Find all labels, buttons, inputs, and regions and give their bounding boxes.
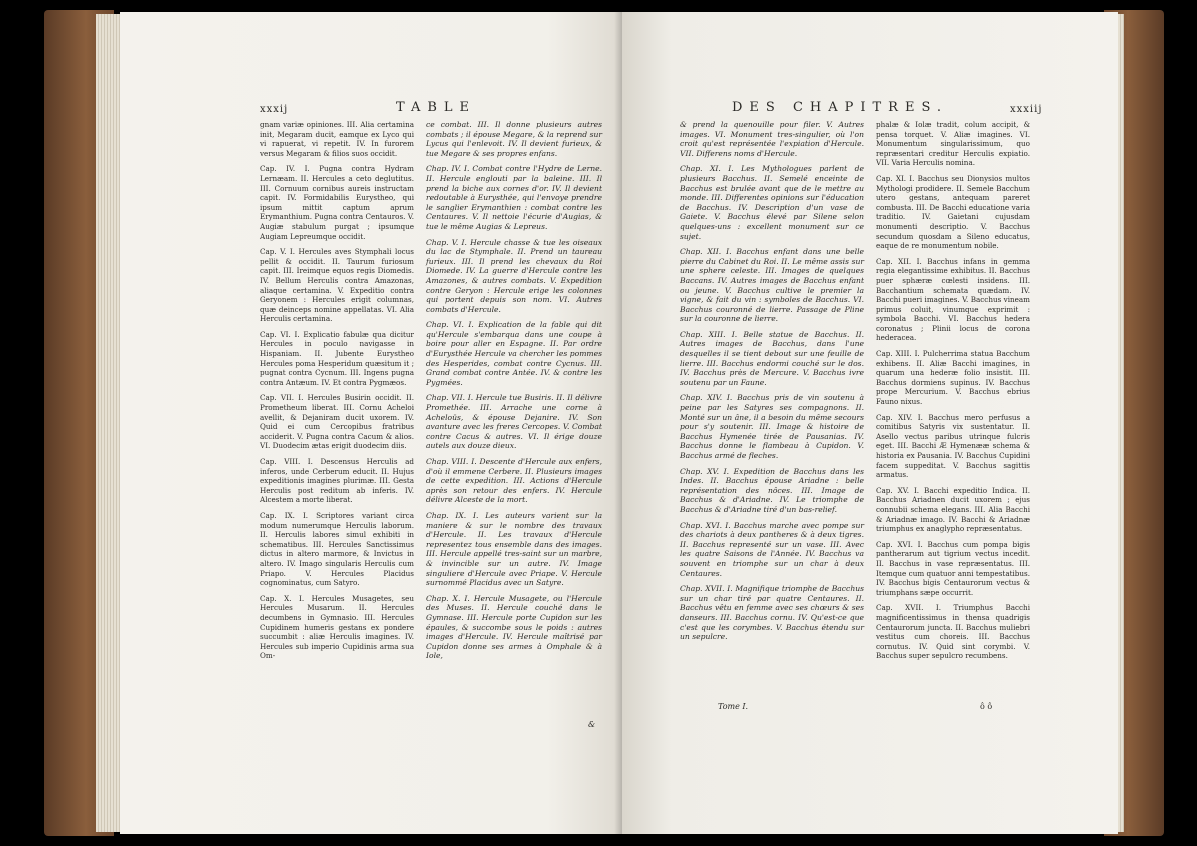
latin-entry: Cap. XI. I. Bacchus seu Dionysios multos Mythologi prodidere. II. Semele Bacchum utero gestans, antequam pareret combusta. III. De Bacchi educatione varia traditio. IV. Gaietani cujusdam monumenti descriptio. V. Bacchus secundum quosdam a Sileno educatus, eaque de re monumentum nobile. <box>876 173 1030 251</box>
latin-entry: gnam variæ opiniones. III. Alia certamina init, Megaram ducit, eamque ex Lyco qui vi rapuerat, vi repetit. IV. In furorem versus Megaram & filios suos occidit. <box>260 120 414 158</box>
signature-mark: ô ô <box>980 702 993 711</box>
latin-entry: Cap. VIII. I. Descensus Herculis ad inferos, unde Cerberum educit. II. Hujus expeditionis imagines plurimæ. III. Gesta Herculis post reditum ab inferis. IV. Alcestem a morte liberat. <box>260 457 414 505</box>
latin-entry: Cap. X. I. Hercules Musagetes, seu Hercules Musarum. II. Hercules decumbens in Gymnasio. III. Hercules Cupidinem humeris gestans ex pondere succumbit : aliæ Herculis imagines. IV. Hercules sub imperio Cupidinis arma sua Om- <box>260 593 414 661</box>
latin-entry: Cap. V. I. Hercules aves Stymphali locus pellit & occidit. II. Taurum furiosum capit. III. Ireimque equos regis Diomedis. IV. Bellum Herculis contra Amazonas, aliaque certamina. V. Expeditio contra Geryonem : Hercules erigit columnas, quæ deinceps nomine appellatas. VI. Alia Herculis certamina. <box>260 247 414 324</box>
french-entry: & prend la quenouille pour filer. V. Autres images. VI. Monument tres-singulier, où l'on croit qu'est représentée l'expiation d'Hercule. VII. Differens noms d'Hercule. <box>680 120 864 158</box>
french-entry: Chap. VIII. I. Descente d'Hercule aux enfers, d'où il emmene Cerbere. II. Plusieurs images de cette expedition. III. Actions d'Hercule après son retour des enfers. IV. Hercule délivre Alceste de la mort. <box>426 457 602 505</box>
latin-entry: Cap. XII. I. Bacchus infans in gemma regia elegantissime exhibitus. II. Bacchus puer sphæræ cœlesti insidens. III. Bacchantium schemata quædam. IV. Bacchi pueri imagines. V. Bacchus vineam primus coluit, vinumque exprimit : symbola Bacchi. VI. Bacchus hedera coronatus ; Plinii locus de corona hederacea. <box>876 256 1030 343</box>
latin-entry: phalæ & Iolæ tradit, colum accipit, & pensa torquet. V. Aliæ imagines. VI. Monumentum singularissimum, quo repræsentari creditur Herculis expiatio. VII. Varia Herculis nomina. <box>876 120 1030 168</box>
left-page-number: xxxij <box>260 104 289 115</box>
french-entry: Chap. XVI. I. Bacchus marche avec pompe sur des chariots à deux pantheres & à deux tigres. II. Bacchus representé sur un vase. III. Avec les quatre Saisons de l'Année. IV. Bacchus va souvent en triomphe sur un char à deux Centaures. <box>680 520 864 578</box>
latin-entry: Cap. VII. I. Hercules Busirin occidit. II. Prometheum liberat. III. Cornu Acheloi avellit, & Dejaniram ducit uxorem. IV. Quid ei cum Cercopibus fratribus acciderit. V. Pugna contra Cacum & alios. VI. Duodecim ætas erigit duodecim diis. <box>260 393 414 451</box>
right-page-number: xxxiij <box>1010 104 1043 115</box>
left-french-column <box>426 120 602 667</box>
french-entry: Chap. XIII. I. Belle statue de Bacchus. II. Autres images de Bacchus, dans l'une desquelles il se tient debout sur une feuille de lierre. III. Bacchus endormi couché sur le dos. IV. Bacchus près de Mercure. V. Bacchus ivre soutenu par un Faune. <box>680 329 864 387</box>
french-entry: Chap. IX. I. Les auteurs varient sur la maniere & sur le nombre des travaux d'Hercule. II. Les travaux d'Hercule representez tous ensemble dans des images. III. Hercule appellé tres-saint sur un marbre, & invincible sur un autre. IV. Image singuliere d'Hercule avec Priape. V. Hercule surnommé Placidus avec un Satyre. <box>426 510 602 588</box>
left-running-head: TABLE <box>396 100 477 115</box>
latin-entry: Cap. XV. I. Bacchi expeditio Indica. II. Bacchus Ariadnen ducit uxorem ; ejus connubii schema elegans. III. Alia Bacchi & Ariadnæ imago. IV. Bacchi & Ariadnæ triumphus ex anaglypho repræsentatus. <box>876 485 1030 534</box>
footer-volume: Tome I. <box>718 702 749 711</box>
left-latin-column <box>260 120 414 667</box>
right-latin-column <box>876 120 1030 667</box>
french-entry: ce combat. III. Il donne plusieurs autres combats ; il épouse Megare, & la reprend sur Lycus qui l'enlevoit. IV. Il devient furieux, & tue Megare & ses propres enfans. <box>426 120 602 158</box>
latin-entry: Cap. XVI. I. Bacchus cum pompa bigis pantherarum aut tigrium vectus incedit. II. Bacchus in vase repræsentatus. III. Itemque cum quatuor anni tempestatibus. IV. Bacchus bigis Centaurorum vectus & triumphans sæpe occurrit. <box>876 539 1030 597</box>
left-catchword: & <box>588 720 596 729</box>
latin-entry: Cap. IV. I. Pugna contra Hydram Lernæam. II. Hercules a ceto deglutitus. III. Cornuum cornibus aureis instructam capit. IV. Formidabilis Eurystheo, qui ipsum mittit captum aprum Erymanthium. Pugna contra Centauros. V. Augiæ stabulum purgat ; ipsumque Augiam Lepreumque occidit. <box>260 164 414 241</box>
french-entry: Chap. X. I. Hercule Musagete, ou l'Hercule des Muses. II. Hercule couché dans le Gymnase. III. Hercule porte Cupidon sur les épaules, & succombe sous le poids : autres images d'Hercule. IV. Hercule maîtrisé par Cupidon donne ses armes à Omphale & à Iole, <box>426 593 602 661</box>
right-page <box>622 12 1118 834</box>
french-entry: Chap. XIV. I. Bacchus pris de vin soutenu à peine par les Satyres ses compagnons. II. Monté sur un âne, il a besoin du même secours pour s'y soutenir. III. Image & histoire de Bacchus Hymenée tirée de Pausanias. IV. Bacchus donne le flambeau à Cupidon. V. Bacchus armé de fleches. <box>680 393 864 460</box>
latin-entry: Cap. VI. I. Explicatio fabulæ qua dicitur Hercules in poculo navigasse in Hispaniam. II. Jubente Eurystheo Hercules poma Hesperidum quæsitum it ; pugnat contra Cycnum. III. Ingens pugna contra Antæum. IV. Et contra Pygmæos. <box>260 329 414 387</box>
right-french-column <box>680 120 864 648</box>
left-page <box>120 12 622 834</box>
latin-entry: Cap. XIV. I. Bacchus mero perfusus a comitibus Satyris vix sustentatur. II. Asello vectus paribus utrinque fulcris eget. III. Bacchi Æ Hymenææ schema & historia ex Pausania. IV. Bacchus Cupidini facem suppeditat. V. Bacchus sagittis armatus. <box>876 412 1030 480</box>
french-entry: Chap. VII. I. Hercule tue Busiris. II. Il délivre Promethée. III. Arrache une corne à Acheloüs, & épouse Dejanire. IV. Son avanture avec les freres Cercopes. V. Combat contre Cacus & autres. VI. Il érige douze autels aux douze dieux. <box>426 393 602 451</box>
french-entry: Chap. VI. I. Explication de la fable qui dit qu'Hercule s'embarqua dans une coupe à boire pour aller en Espagne. II. Par ordre d'Eurysthée Hercule va chercher les pommes des Hesperides, combat contre Cycnus. III. Grand combat contre Antée. IV. & contre les Pygmées. <box>426 320 602 387</box>
latin-entry: Cap. XIII. I. Pulcherrima statua Bacchum exhibens. II. Aliæ Bacchi imagines, in quarum una hederæ folio insistit. III. Bacchus dormiens supinus. IV. Bacchus prope Mercurium. V. Bacchus ebrius Fauno nixus. <box>876 349 1030 407</box>
french-entry: Chap. XII. I. Bacchus enfant dans une belle pierre du Cabinet du Roi. II. Le même assis sur une sphere celeste. III. Images de quelques Baccans. IV. Autres images de Bacchus enfant ou jeune. V. Bacchus cultive le premier la vigne, & fait du vin : symboles de Bacchus. VI. Bacchus couronné de lierre. Passage de Pline sur la couronne de lierre. <box>680 247 864 324</box>
french-entry: Chap. IV. I. Combat contre l'Hydre de Lerne. II. Hercule englouti par la baleine. III. Il prend la biche aux cornes d'or. IV. Il devient redoutable à Eurysthée, qui l'envoye prendre le sanglier Erymanthien : combat contre les Centaures. V. Il nettoie l'écurie d'Augias, & tue le même Augias & Lepreus. <box>426 164 602 231</box>
french-entry: Chap. XI. I. Les Mythologues parlent de plusieurs Bacchus. II. Semelé enceinte de Bacchus est brulée avant que de le mettre au monde. III. Differentes opinions sur l'éducation de Bacchus. IV. Description d'un vase de Gaiete. V. Bacchus élevé par Silene selon quelques-uns : excellent monument sur ce sujet. <box>680 164 864 241</box>
latin-entry: Cap. IX. I. Scriptores variant circa modum numerumque Herculis laborum. II. Herculis labores simul exhibiti in schematibus. III. Hercules Sanctissimus dictus in altero marmore, & Invictus in altero. IV. Imago singularis Herculis cum Priapo. V. Hercules Placidus cognominatus, cum Satyro. <box>260 510 414 588</box>
french-entry: Chap. XV. I. Expedition de Bacchus dans les Indes. II. Bacchus épouse Ariadne : belle représentation des nôces. III. Image de Bacchus & d'Ariadne. IV. Le triomphe de Bacchus & d'Ariadne tiré d'un bas-relief. <box>680 466 864 514</box>
french-entry: Chap. XVII. I. Magnifique triomphe de Bacchus sur un char tiré par quatre Centaures. II. Bacchus vêtu en femme avec ses chœurs & ses danseurs. III. Bacchus cornu. IV. Qu'est-ce que c'est que les corymbes. V. Bacchus étendu sur un sepulcre. <box>680 584 864 642</box>
latin-entry: Cap. XVII. I. Triumphus Bacchi magnificentissimus in thensa quadrigis Centaurorum juncta. II. Bacchus muliebri vestitus cum choreis. III. Bacchus cornutus. IV. Quid sint corymbi. V. Bacchus super sepulcro recumbens. <box>876 603 1030 661</box>
right-running-head: DES CHAPITRES. <box>732 100 949 115</box>
french-entry: Chap. V. I. Hercule chasse & tue les oiseaux du lac de Stymphale. II. Prend un taureau furieux. III. Il prend les chevaux du Roi Diomede. IV. La guerre d'Hercule contre les Amazones, & autres combats. V. Expedition contre Geryon : Hercule erige les colonnes qui portent depuis son nom. VI. Autres combats d'Hercule. <box>426 237 602 314</box>
open-book <box>44 8 1164 838</box>
